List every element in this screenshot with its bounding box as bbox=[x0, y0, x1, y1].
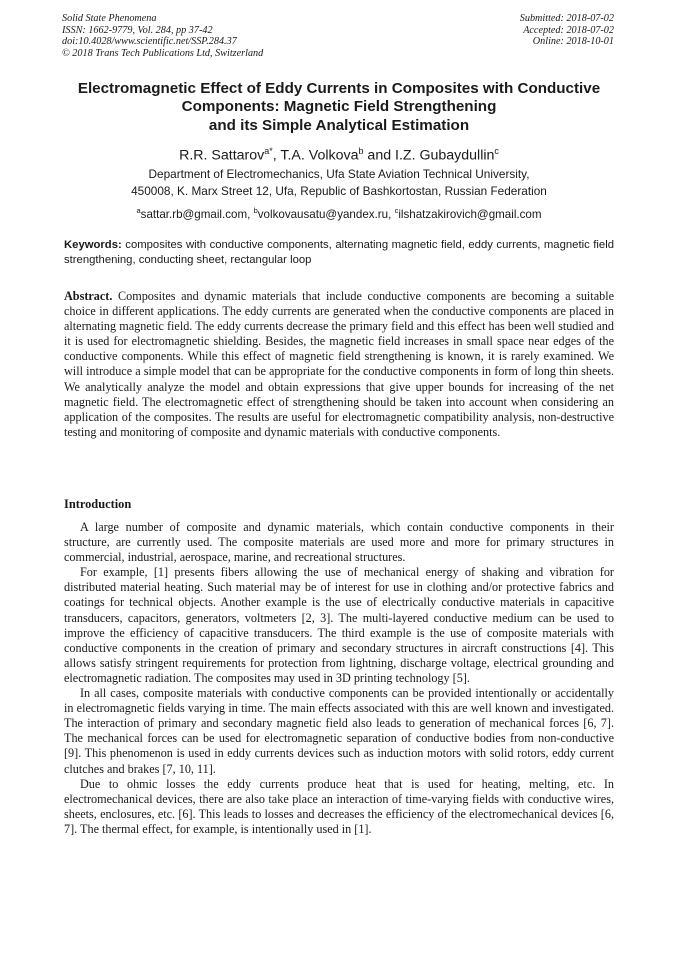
paper-title bbox=[40, 80, 638, 135]
accepted-date: Accepted: 2018-07-02 bbox=[523, 24, 614, 36]
author-name: T.A. Volkova bbox=[280, 147, 359, 164]
paragraph: In all cases, composite materials with conductive components can be provided intentionally or accidentally in electromagnetic fields varying in time. The main effects associated with this are well known and investigated. The interaction of primary and secondary magnetic field also leads to generation of mechanical forces [6, 7]. The mechanical forces can be used for electromagnetic separation of conductive bodies from non-conductive [9]. This phenomenon is used in eddy currents devices such as induction motors with solid rotors, eddy current clutches and brakes [7, 10, 11]. bbox=[64, 686, 614, 776]
submitted-date: Submitted: 2018-07-02 bbox=[519, 13, 614, 24]
introduction-heading: Introduction bbox=[64, 497, 132, 511]
author-affiliation-mark: a* bbox=[264, 146, 273, 156]
email-mark: a bbox=[136, 206, 141, 215]
title-line: Electromagnetic Effect of Eddy Currents in Composites with Conductive bbox=[77, 80, 601, 97]
doi-line: doi:10.4028/www.scientific.net/SSP.284.37 bbox=[62, 36, 237, 48]
email-mark: c bbox=[394, 206, 399, 215]
paragraph: A large number of composite and dynamic materials, which contain conductive components in their structure, are currently used. The composite materials are used more and more for primary structures in commercial, industrial, aerospace, marine, and recreational structures. bbox=[64, 520, 614, 565]
paragraph: For example, [1] presents fibers allowing the use of mechanical energy of shaking and vibration for distributed material heating. Such material may be of interest for use in clothing and/or protective fabrics and coatings for technical objects. Another example is the use of electrically conductive materials in capacitive transducers, capacitors, generators, voltmeters [2, 3]. The multi-layered conductive medium can be used to improve the efficiency of capacitive transducers. The third example is the use of composite materials with conductive components in the creation of primary and secondary structures in aircraft constructions [4]. This allows satisfy stringent requirements for protection from lightning, discharge voltage, electrical grounding and electromagnetic radiation. The composites may used in 3D printing technology [5]. bbox=[64, 565, 614, 685]
email-mark: b bbox=[253, 206, 258, 215]
author-name: I.Z. Gubaydullin bbox=[395, 147, 495, 164]
author-separator: and bbox=[363, 147, 396, 164]
affiliation-line: 450008, K. Marx Street 12, Ufa, Republic of Bashkortostan, Russian Federation bbox=[131, 183, 547, 198]
email-link[interactable]: sattar.rb@gmail.com, bbox=[140, 207, 254, 221]
journal-name: Solid State Phenomena bbox=[62, 13, 157, 24]
introduction-body bbox=[64, 520, 614, 837]
author-name: R.R. Sattarov bbox=[179, 147, 265, 164]
keywords-label: Keywords: bbox=[64, 239, 122, 251]
author-emails bbox=[40, 203, 638, 222]
affiliation bbox=[40, 166, 638, 199]
online-date: Online: 2018-10-01 bbox=[532, 36, 614, 48]
publication-dates bbox=[520, 13, 614, 48]
issn-line: ISSN: 1662-9779, Vol. 284, pp 37-42 bbox=[62, 24, 213, 36]
abstract-label: Abstract. bbox=[64, 289, 113, 303]
paragraph: Due to ohmic losses the eddy currents produce heat that is used for heating, melting, etc. In electromechanical devices, there are also take place an interaction of time-varying fields with conductive wires, sheets, enclosures, etc. [6]. This leads to losses and decreases the efficiency of the electromechanical devices [6, 7]. The thermal effect, for example, is intentionally used in [1]. bbox=[64, 776, 614, 836]
author-affiliation-mark: c bbox=[494, 146, 499, 156]
author-separator: , bbox=[272, 147, 281, 164]
affiliation-line: Department of Electromechanics, Ufa State Aviation Technical University, bbox=[148, 167, 530, 181]
author-list bbox=[40, 142, 638, 165]
abstract-text: Composites and dynamic materials that include conductive components are becoming a suitable choice in different applications. The eddy currents are generated when the conductive components are placed in alternating magnetic field. The eddy currents decrease the primary field and this effect has been well studied and it is used for electromagnetic shielding. Besides, the magnetic field increases in small space near edges of the conductive components. While this effect of magnetic field strengthening is known, it is rarely examined. We will introduce a simple model that can be appropriate for the conductive components in form of long thin sheets. We analytically analyze the model and obtain expressions that give upper bounds for increasing of the net magnetic field. The electromagnetic effect of strengthening should be taken into account when considering an application of the composites. The results are useful for electromagnetic compatibility analysis, non-destructive testing and monitoring of composite and dynamic materials with conductive components. bbox=[64, 289, 614, 439]
abstract-block bbox=[64, 289, 614, 440]
journal-info bbox=[62, 13, 263, 59]
keywords-block bbox=[64, 238, 614, 268]
copyright-line: © 2018 Trans Tech Publications Ltd, Switzerland bbox=[62, 47, 264, 59]
author-affiliation-mark: b bbox=[358, 146, 364, 156]
title-line: Components: Magnetic Field Strengthening bbox=[181, 98, 497, 116]
email-link[interactable]: ilshatzakirovich@gmail.com bbox=[398, 207, 542, 221]
email-link[interactable]: volkovausatu@yandex.ru, bbox=[257, 207, 395, 221]
title-line: and its Simple Analytical Estimation bbox=[208, 116, 470, 134]
keywords-text: composites with conductive components, alternating magnetic field, eddy currents, magnetic field strengthening, conducting sheet, rectangular loop bbox=[64, 239, 614, 266]
